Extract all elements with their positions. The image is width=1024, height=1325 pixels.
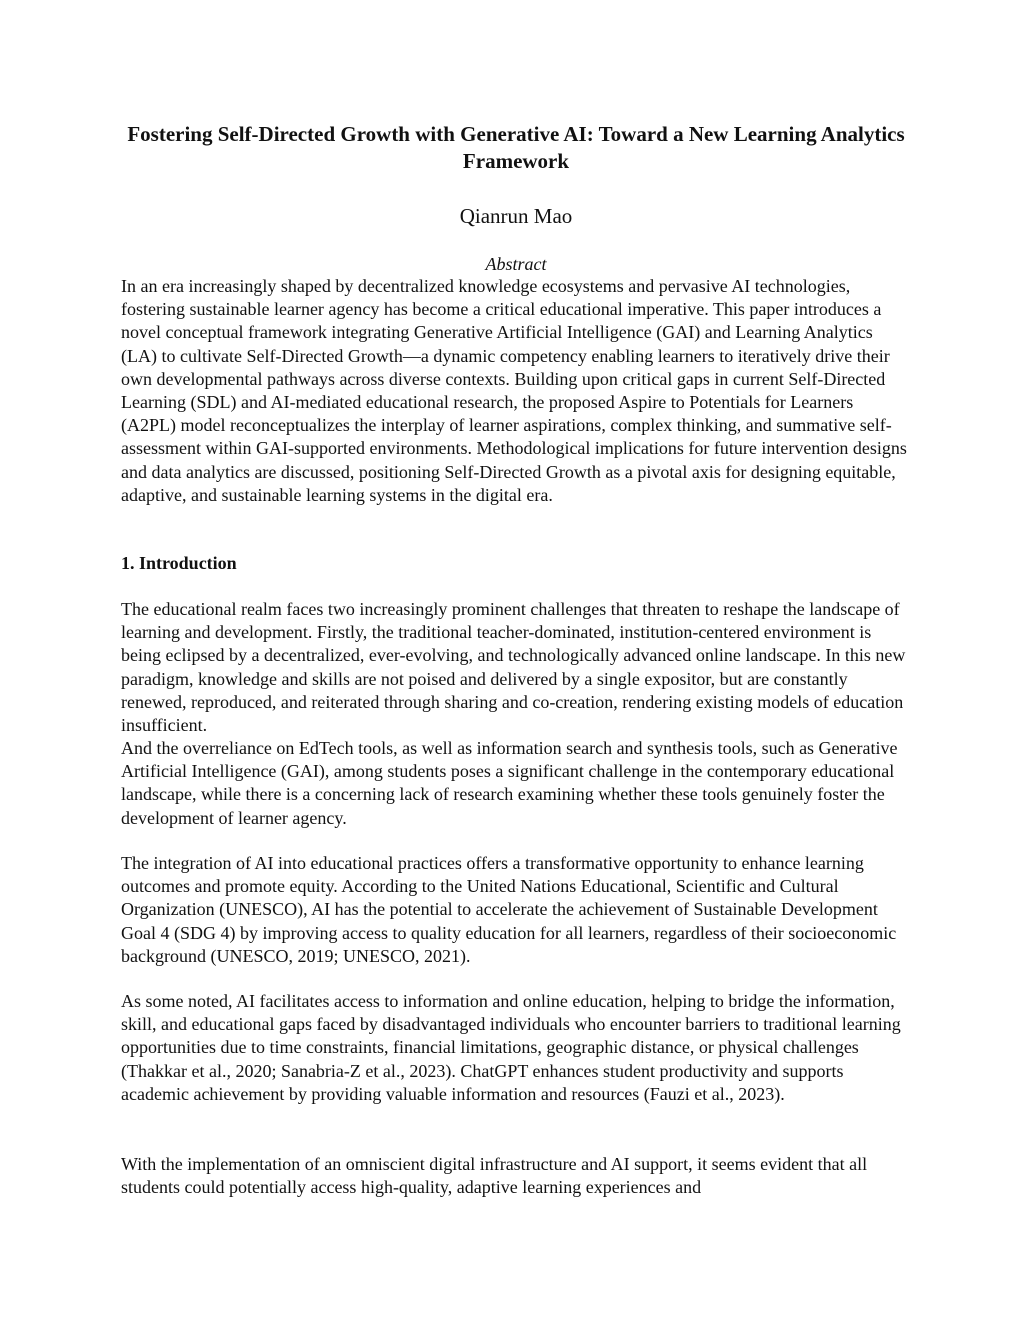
body-paragraph: The educational realm faces two increasingly prominent challenges that threaten to reshape the landscape of learning and development. Firstly, the traditional teacher-dominated, institution-centered environment is being eclipsed by a decentralized, ever-evolving, and technologically advanced online landscape. In this new paradigm, knowledge and skills are not poised and delivered by a single expositor, but are constantly renewed, reproduced, and reiterated through sharing and co-creation, rendering existing models of education insufficient.: [121, 599, 906, 736]
paper-title: Fostering Self-Directed Growth with Generative AI: Toward a New Learning Analytics Framework: [127, 122, 905, 173]
body-paragraph: With the implementation of an omniscient digital infrastructure and AI support, it seems evident that all students could potentially access high-quality, adaptive learning experiences and: [121, 1154, 868, 1198]
body-paragraph: And the overreliance on EdTech tools, as well as information search and synthesis tools, such as Generative Artificial Intelligence (GAI), among students poses a significant challenge in the contemporary educational landscape, while there is a concerning lack of research examining whether these tools genuinely foster the development of learner agency.: [121, 738, 898, 828]
abstract-heading: Abstract: [485, 254, 547, 274]
body-paragraph: The integration of AI into educational practices offers a transformative opportunity to enhance learning outcomes and promote equity. According to the United Nations Educational, Scientific and Cultural Organization (UNESCO), AI has the potential to accelerate the achievement of Sustainable Development Goal 4 (SDG 4) by improving access to quality education for all learners, regardless of their socioeconomic background (UNESCO, 2019; UNESCO, 2021).: [121, 853, 897, 966]
author-name: Qianrun Mao: [459, 204, 573, 228]
body-paragraph: As some noted, AI facilitates access to information and online education, helping to bridge the information, skill, and educational gaps faced by disadvantaged individuals who encounter barriers to traditional learning opportunities due to time constraints, financial limitations, geographic distance, or physical challenges (Thakkar et al., 2020; Sanabria-Z et al., 2023). ChatGPT enhances student productivity and supports academic achievement by providing valuable information and resources (Fauzi et al., 2023).: [121, 991, 901, 1104]
section-heading-introduction: 1. Introduction: [121, 553, 237, 573]
abstract-text: In an era increasingly shaped by decentralized knowledge ecosystems and pervasive AI technologies, fostering sustainable learner agency has become a critical educational imperative. This paper introduces a novel conceptual framework integrating Generative Artificial Intelligence (GAI) and Learning Analytics (LA) to cultivate Self-Directed Growth—a dynamic competency enabling learners to iteratively drive their own developmental pathways across diverse contexts. Building upon critical gaps in current Self-Directed Learning (SDL) and AI-mediated educational research, the proposed Aspire to Potentials for Learners (A2PL) model reconceptualizes the interplay of learner aspirations, complex thinking, and summative self-assessment within GAI-supported environments. Methodological implications for future intervention designs and data analytics are discussed, positioning Self-Directed Growth as a pivotal axis for designing equitable, adaptive, and sustainable learning systems in the digital era.: [121, 276, 907, 505]
